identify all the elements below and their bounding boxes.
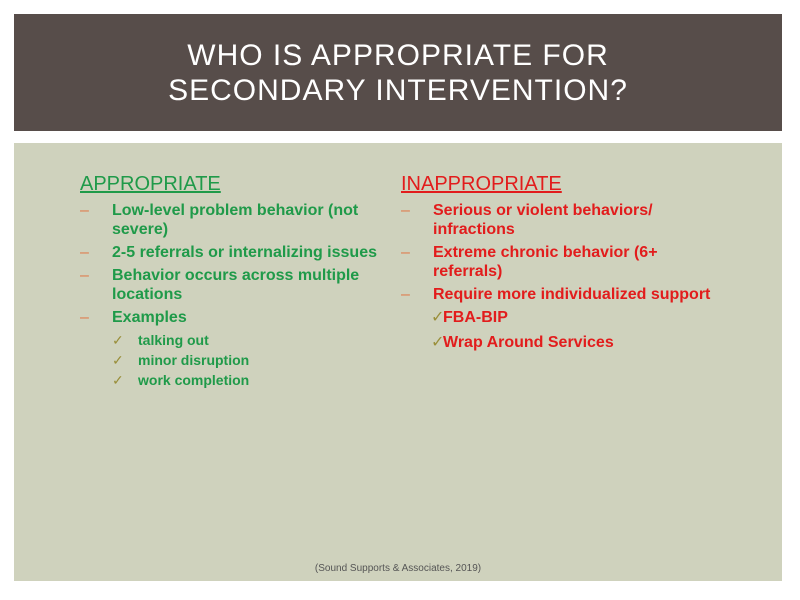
inappropriate-heading: INAPPROPRIATE <box>401 173 562 195</box>
dash-bullet-icon: – <box>80 309 89 326</box>
citation-footer: (Sound Supports & Associates, 2019) <box>314 563 482 574</box>
slide-content <box>14 143 782 581</box>
checkmark-icon: ✓ <box>112 352 124 368</box>
list-item: – Low-level problem behavior (not severe) <box>80 202 359 238</box>
list-item: – Extreme chronic behavior (6+ referrals) <box>401 244 658 280</box>
dash-bullet-icon: – <box>401 286 410 303</box>
checkmark-icon: ✓ <box>112 332 124 348</box>
dash-bullet-icon: – <box>401 202 410 219</box>
dash-bullet-icon: – <box>80 244 89 261</box>
inappropriate-sublist <box>401 308 721 353</box>
checkmark-icon: ✓ <box>431 309 445 326</box>
slide-title-line-2: SECONDARY INTERVENTION? <box>168 73 628 107</box>
list-item: ✓ talking out <box>112 332 209 348</box>
appropriate-heading: APPROPRIATE <box>80 173 221 195</box>
dash-bullet-icon: – <box>80 267 89 284</box>
slide-title-line-1: WHO IS APPROPRIATE FOR <box>187 38 609 72</box>
list-item: ✓ work completion <box>112 372 250 388</box>
list-item: ✓ FBA-BIP <box>431 309 508 326</box>
appropriate-list <box>80 201 380 327</box>
list-item: ✓ minor disruption <box>112 352 250 368</box>
list-item: – Behavior occurs across multiple locations <box>80 267 360 303</box>
list-item: ✓ Wrap Around Services <box>431 334 614 351</box>
checkmark-icon: ✓ <box>431 334 445 351</box>
examples-list <box>80 331 380 389</box>
list-item: – Serious or violent behaviors/ infractions <box>401 202 653 238</box>
list-item: – 2-5 referrals or internalizing issues <box>80 244 377 261</box>
inappropriate-column <box>401 173 721 358</box>
checkmark-icon: ✓ <box>112 372 124 388</box>
slide-title-bar <box>14 14 782 131</box>
dash-bullet-icon: – <box>401 244 410 261</box>
dash-bullet-icon: – <box>80 202 89 219</box>
appropriate-column <box>80 173 380 391</box>
inappropriate-list <box>401 201 721 304</box>
list-item: – Examples <box>80 309 187 326</box>
list-item: – Require more individualized support <box>401 286 711 303</box>
